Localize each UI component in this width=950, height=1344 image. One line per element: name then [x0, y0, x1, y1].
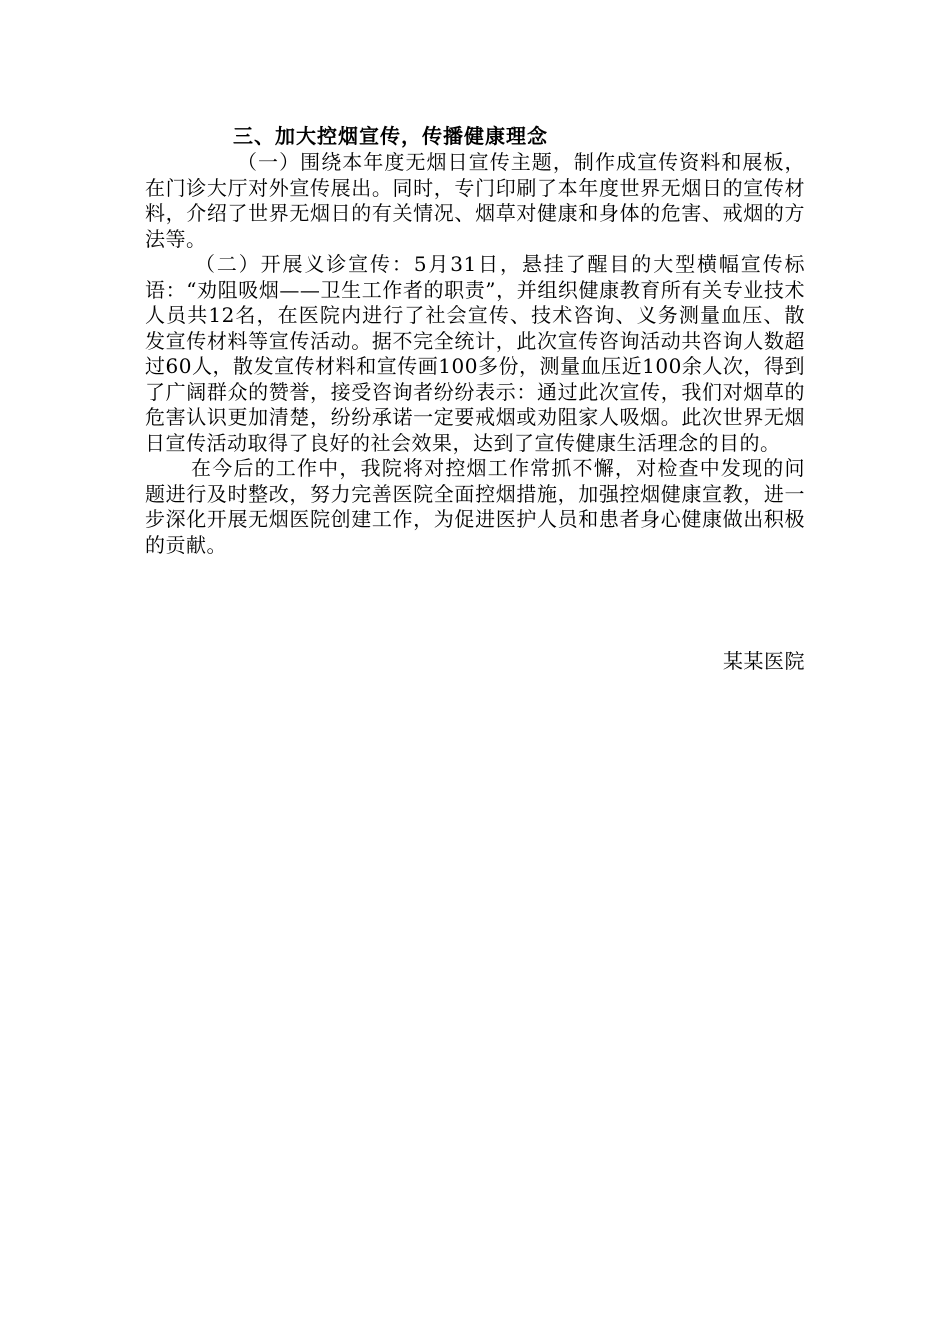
document-body: [145, 122, 805, 558]
paragraph-2: （二）开展义诊宣传：5月31日，悬挂了醒目的大型横幅宣传标语：“劝阻吸烟——卫生工作者的职责”，并组织健康教育所有关专业技术人员共12名，在医院内进行了社会宣传、技术咨询、义务测量血压、散发宣传材料等宣传活动。据不完全统计，此次宣传咨询活动共咨询人数超过60人，散发宣传材料和宣传画100多份，测量血压近100余人次，得到了广阔群众的赞誉，接受咨询者纷纷表示：通过此次宣传，我们对烟草的危害认识更加清楚，纷纷承诺一定要戒烟或劝阻家人吸烟。此次世界无烟日宣传活动取得了良好的社会效果，达到了宣传健康生活理念的目的。: [145, 252, 805, 455]
paragraph-1: （一）围绕本年度无烟日宣传主题，制作成宣传资料和展板，在门诊大厅对外宣传展出。同时，专门印刷了本年度世界无烟日的宣传材料，介绍了世界无烟日的有关情况、烟草对健康和身体的危害、戒烟的方法等。: [145, 150, 805, 251]
signature: 某某医院: [723, 649, 805, 673]
section-heading: 三、加大控烟宣传，传播健康理念: [233, 124, 548, 148]
paragraph-3: 在今后的工作中，我院将对控烟工作常抓不懈，对检查中发现的问题进行及时整改，努力完善医院全面控烟措施，加强控烟健康宣教，进一步深化开展无烟医院创建工作，为促进医护人员和患者身心健康做出积极的贡献。: [145, 456, 805, 557]
